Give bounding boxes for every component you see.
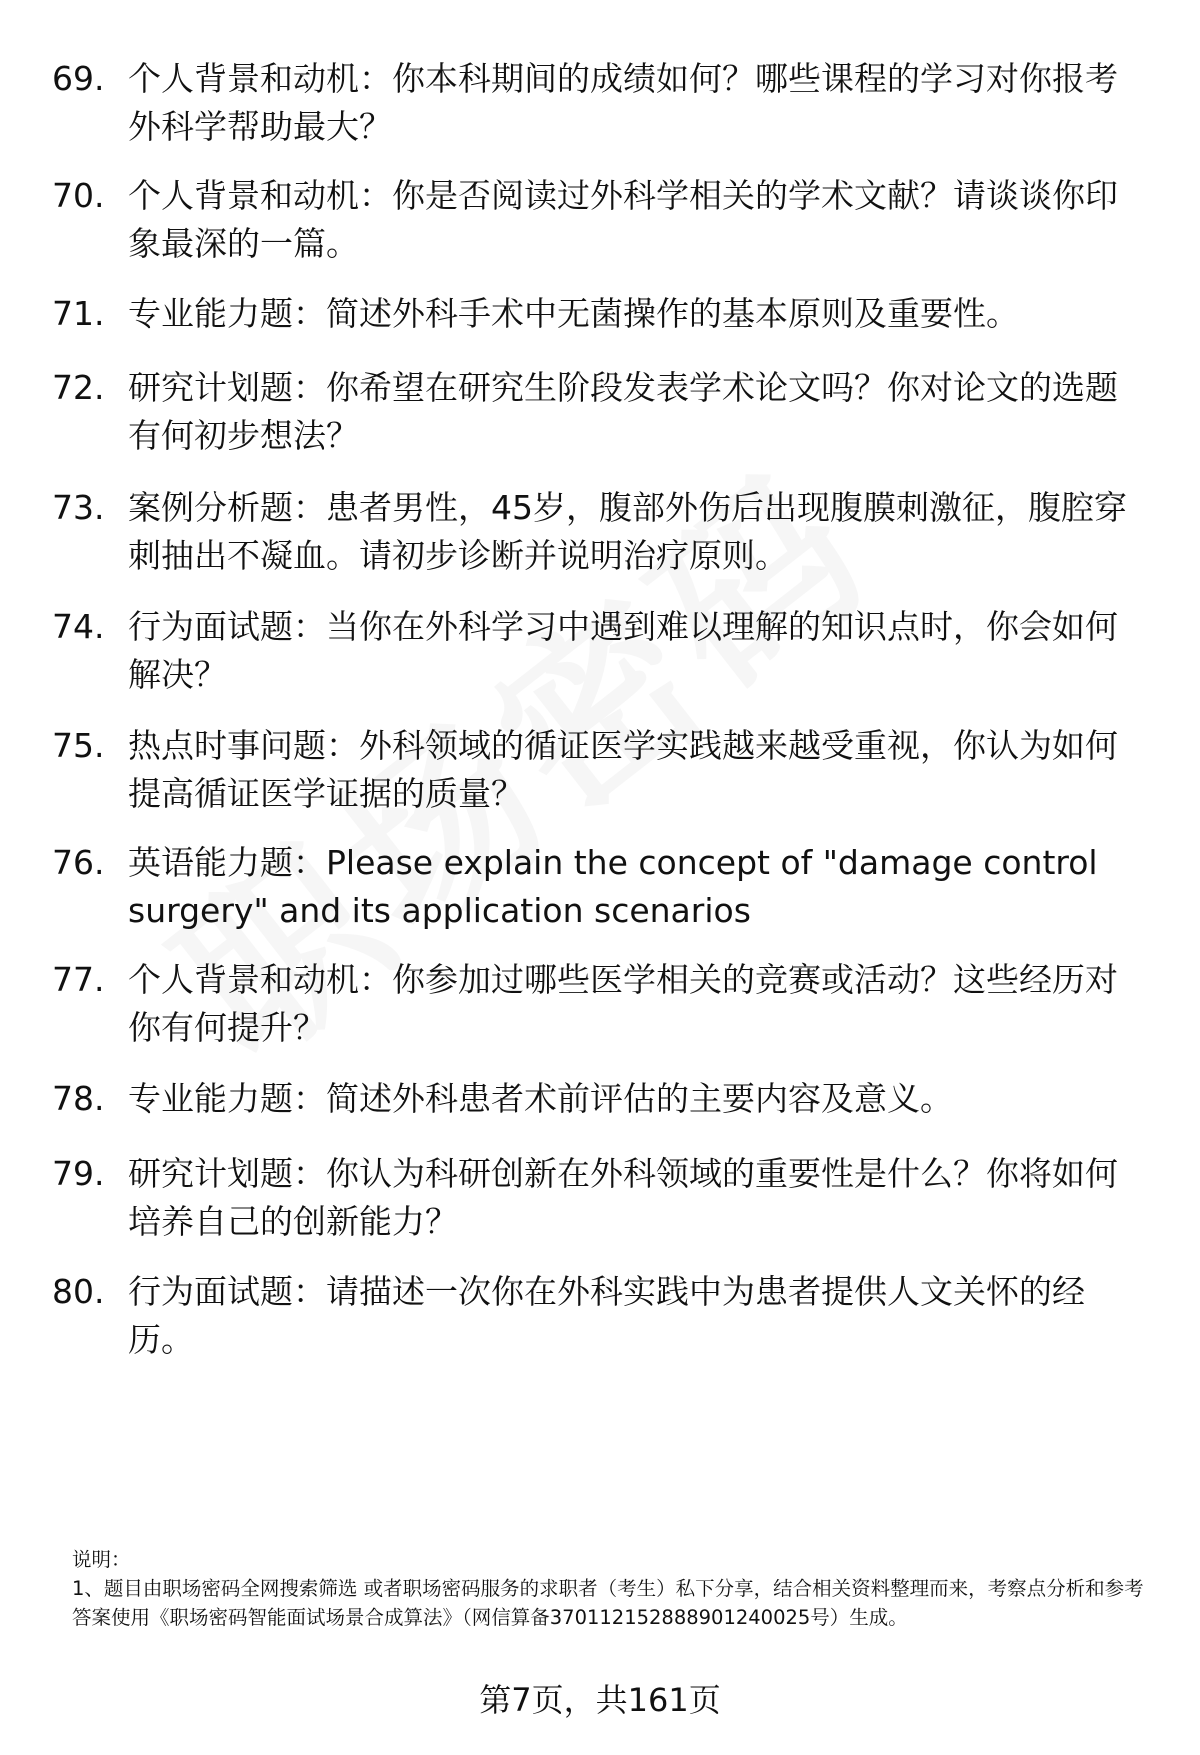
page-number: 第7页，共161页 [479,1681,721,1719]
question-number: 77. [52,960,105,999]
question-number: 75. [52,726,105,765]
question-text: 行为面试题：当你在外科学习中遇到难以理解的知识点时，你会如何解决？ [128,607,1118,694]
question-text: 个人背景和动机：你是否阅读过外科学相关的学术文献？请谈谈你印象最深的一篇。 [128,176,1118,263]
question-number: 69. [52,59,105,98]
question-number: 79. [52,1154,105,1193]
question-text: 个人背景和动机：你参加过哪些医学相关的竞赛或活动？这些经历对你有何提升？ [128,960,1118,1047]
question-text: 行为面试题：请描述一次你在外科实践中为患者提供人文关怀的经历。 [128,1272,1085,1359]
question-text: 专业能力题：简述外科手术中无菌操作的基本原则及重要性。 [128,294,1019,333]
question-number: 71. [52,294,105,333]
question-number: 70. [52,176,105,215]
question-number: 74. [52,607,105,646]
question-number: 78. [52,1079,105,1118]
question-text: 案例分析题：患者男性，45岁，腹部外伤后出现腹膜刺激征，腹腔穿刺抽出不凝血。请初步诊断并说明治疗原则。 [128,488,1127,575]
question-text: 热点时事问题：外科领域的循证医学实践越来越受重视，你认为如何提高循证医学证据的质量？ [128,726,1118,813]
question-number: 73. [52,488,105,527]
question-number: 80. [52,1272,105,1311]
question-text: 专业能力题：简述外科患者术前评估的主要内容及意义。 [128,1079,953,1118]
question-text: 个人背景和动机：你本科期间的成绩如何？哪些课程的学习对你报考外科学帮助最大？ [128,59,1118,146]
question-text: 英语能力题：Please explain the concept of "damage control surgery" and its application scenarios [128,843,1098,930]
notes-body: 1、题目由职场密码全网搜索筛选 或者职场密码服务的求职者（考生）私下分享，结合相关资料整理而来，考察点分析和参考答案使用《职场密码智能面试场景合成算法》（网信算备370112152888901240025号）生成。 [72,1577,1144,1629]
notes-title: 说明： [72,1548,131,1571]
question-number: 76. [52,843,105,882]
notes-section [72,1545,1152,1632]
question-text: 研究计划题：你认为科研创新在外科领域的重要性是什么？你将如何培养自己的创新能力？ [128,1154,1118,1241]
question-number: 72. [52,368,105,407]
question-text: 研究计划题：你希望在研究生阶段发表学术论文吗？你对论文的选题有何初步想法？ [128,368,1118,455]
